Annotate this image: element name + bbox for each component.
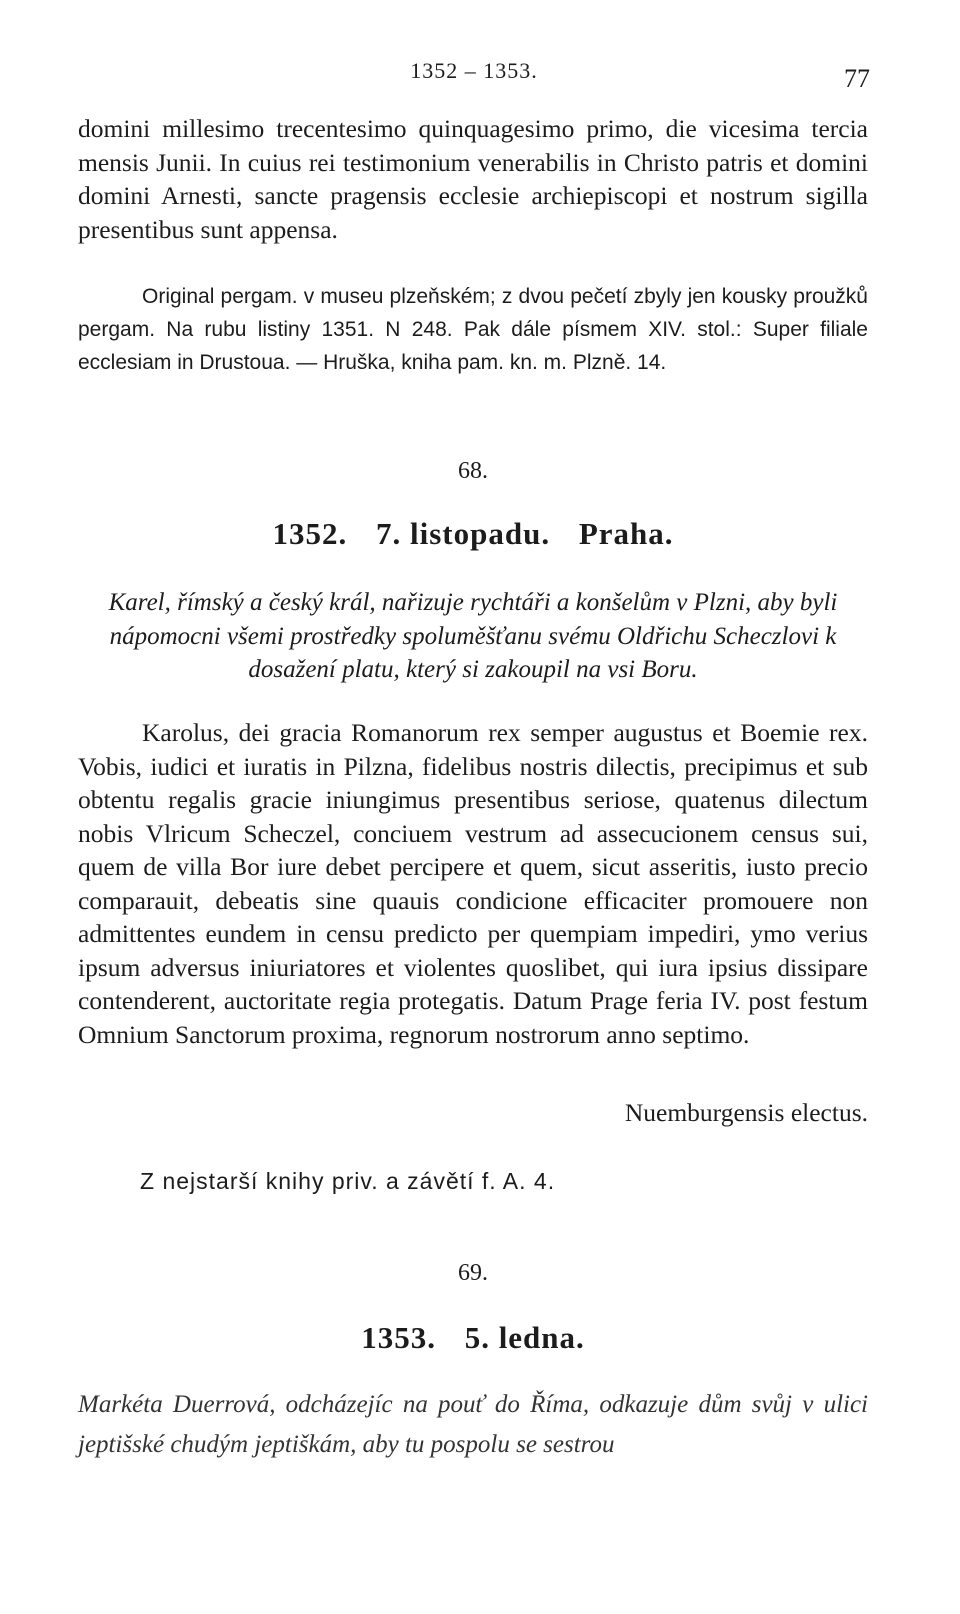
regest-69: Markéta Duerrová, odcházejíc na pouť do Říma, odkazuje dům svůj v ulici jeptišské chudým jeptiškám, aby tu pospolu se sestrou <box>78 1391 868 1458</box>
dateline-69 <box>78 1320 868 1356</box>
year-range: 1352 – 1353. <box>410 58 538 83</box>
dateline-day: 5. ledna. <box>464 1320 585 1355</box>
dateline-year: 1352. <box>272 516 348 551</box>
dateline-68 <box>78 516 868 552</box>
charter-text-68 <box>78 716 868 1051</box>
regest-68: Karel, římský a český král, nařizuje rychtáři a konšelům v Plzni, aby byli nápomocni všemi prostředky spoluměšťanu svému Oldřichu Scheczlovi k dosažení platu, který si zakoupil na vsi Boru. <box>108 589 838 683</box>
dateline-year: 1353. <box>361 1320 436 1355</box>
document-number-69: 69. <box>458 1260 488 1286</box>
signature-line: Nuemburgensis electus. <box>624 1098 868 1127</box>
source-reference: Z nejstarší knihy priv. a závětí f. A. 4. <box>140 1168 556 1194</box>
dateline-place: Praha. <box>578 516 674 551</box>
archival-note-text: Original pergam. v museu plzeňském; z dvou pečetí zbyly jen kousky proužků pergam. Na rubu listiny 1351. N 248. Pak dále písmem XIV. stol.: Super filiale ecclesiam in Drustoua. — Hruška, kniha pam. kn. m. Plzně. 14. <box>78 285 868 374</box>
archival-note <box>78 280 868 379</box>
running-header <box>78 58 870 98</box>
charter-text: Karolus, dei gracia Romanorum rex semper augustus et Boemie rex. Vobis, iudici et iuratis in Pilzna, fidelibus nostris dilectis, precipimus et sub obtentu regalis gracie iniungimus presentibus seriose, quatenus dilectum nobis Vlricum Scheczel, conciuem vestrum ad assecucionem census sui, quem de villa Bor iure debet percipere et quem, sicut asseritis, iusto precio comparauit, debeatis sine quauis condicione efficaciter promouere non admittentes eundem in censu predicto per quempiam impediri, ymo verius ipsum adversus iniuriatores et violentes quoslibet, qui iura ipsius dissipare contenderent, auctoritate regia protegatis. Datum Prage feria IV. post festum Omnium Sanctorum proxima, regnorum nostrorum anno septimo. <box>78 718 868 1049</box>
document-number-68: 68. <box>458 458 488 484</box>
dateline-day: 7. listopadu. <box>375 516 551 551</box>
continuation-paragraph: domini millesimo trecentesimo quinquagesimo primo, die vicesima tercia mensis Junii. In cuius rei testimonium venerabilis in Christo patris et domini domini Arnesti, sancte pragensis ecclesie archiepiscopi et nostrum sigilla presentibus sunt appensa. <box>78 114 868 244</box>
page-number: 77 <box>844 64 870 93</box>
